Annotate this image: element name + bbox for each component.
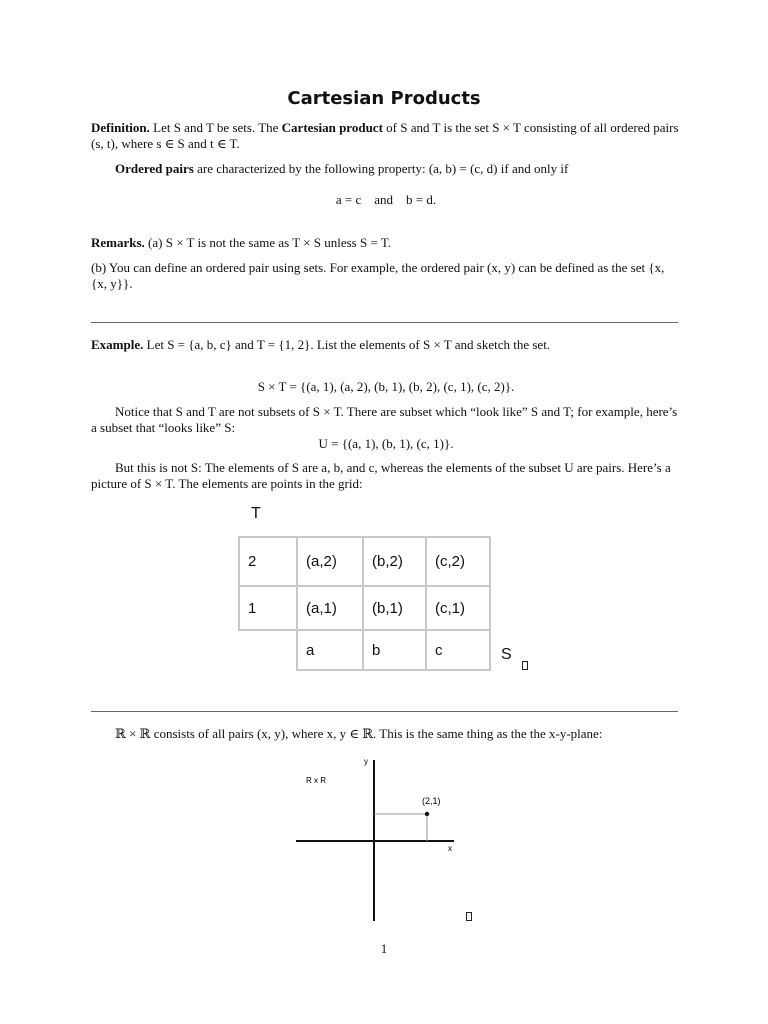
definition-text-before: Let S and T be sets. The bbox=[153, 120, 279, 135]
notice-paragraph: Notice that S and T are not subsets of S × T. There are subset which “look like” S and T; for example, here’s a subset that “looks like” S: bbox=[91, 404, 678, 435]
grid-cell: (c,2) bbox=[426, 537, 490, 586]
grid-cell: (a,1) bbox=[297, 586, 363, 630]
grid-s-label: S bbox=[501, 646, 512, 663]
remarks-a bbox=[91, 235, 681, 251]
grid-row bbox=[239, 537, 490, 586]
example-paragraph bbox=[91, 337, 681, 353]
example-label: Example. bbox=[91, 337, 144, 352]
ordered-pairs-paragraph bbox=[91, 161, 681, 177]
small-box-icon bbox=[522, 661, 528, 670]
grid-t-label: T bbox=[251, 505, 261, 522]
section-divider-1 bbox=[91, 322, 678, 323]
grid-cell: (b,2) bbox=[363, 537, 426, 586]
small-box-icon bbox=[466, 912, 472, 921]
definition-term: Cartesian product bbox=[281, 120, 383, 135]
remarks-a-text: (a) S × T is not the same as T × S unless S = T. bbox=[148, 235, 392, 250]
grid-cell: (c,1) bbox=[426, 586, 490, 630]
grid-row bbox=[239, 586, 490, 630]
grid-cell: (b,1) bbox=[363, 586, 426, 630]
plane-paragraph: ℝ × ℝ consists of all pairs (x, y), where x, y ∈ ℝ. This is the same thing as the the x-y-plane: bbox=[115, 726, 603, 741]
definition-paragraph bbox=[91, 120, 681, 152]
ordered-pairs-equation: a = c and b = d. bbox=[335, 192, 437, 207]
grid-row-label: 2 bbox=[239, 537, 297, 586]
definition-text-after: of S and T is the set S × T consisting of all ordered pairs (s, t), where s ∈ S and t ∈ T. bbox=[91, 120, 679, 151]
grid-column-label: b bbox=[363, 630, 426, 670]
subset-equation: U = {(a, 1), (b, 1), (c, 1)}. bbox=[318, 436, 454, 451]
remarks-b: (b) You can define an ordered pair using sets. For example, the ordered pair (x, y) can be defined as the set {x, {x, y}}. bbox=[91, 260, 665, 291]
ordered-pairs-term: Ordered pairs bbox=[115, 161, 194, 176]
x-axis-label: x bbox=[448, 844, 452, 853]
ordered-pairs-text: are characterized by the following property: (a, b) = (c, d) if and only if bbox=[197, 161, 569, 176]
remarks-label: Remarks. bbox=[91, 235, 145, 250]
product-equation: S × T = {(a, 1), (a, 2), (b, 1), (b, 2), (c, 1), (c, 2)}. bbox=[257, 379, 515, 394]
but-paragraph: But this is not S: The elements of S are a, b, and c, whereas the elements of the subset U are pairs. Here’s a picture of S × T. The elements are points in the grid: bbox=[91, 460, 671, 491]
page-title: Cartesian Products bbox=[287, 88, 481, 109]
xy-plane-figure bbox=[290, 752, 470, 927]
grid-column-label: c bbox=[426, 630, 490, 670]
grid-column-labels bbox=[239, 630, 490, 670]
point-label: (2,1) bbox=[422, 796, 441, 806]
grid-column-label: a bbox=[297, 630, 363, 670]
definition-label: Definition. bbox=[91, 120, 150, 135]
grid-cell: (a,2) bbox=[297, 537, 363, 586]
point-marker bbox=[425, 812, 429, 816]
grid-row-label: 1 bbox=[239, 586, 297, 630]
section-divider-2 bbox=[91, 711, 678, 712]
set-label: R x R bbox=[306, 776, 326, 785]
cartesian-grid bbox=[238, 536, 491, 671]
page-number: 1 bbox=[380, 941, 388, 956]
example-text: Let S = {a, b, c} and T = {1, 2}. List the elements of S × T and sketch the set. bbox=[146, 337, 551, 352]
y-axis-label: y bbox=[364, 757, 368, 766]
